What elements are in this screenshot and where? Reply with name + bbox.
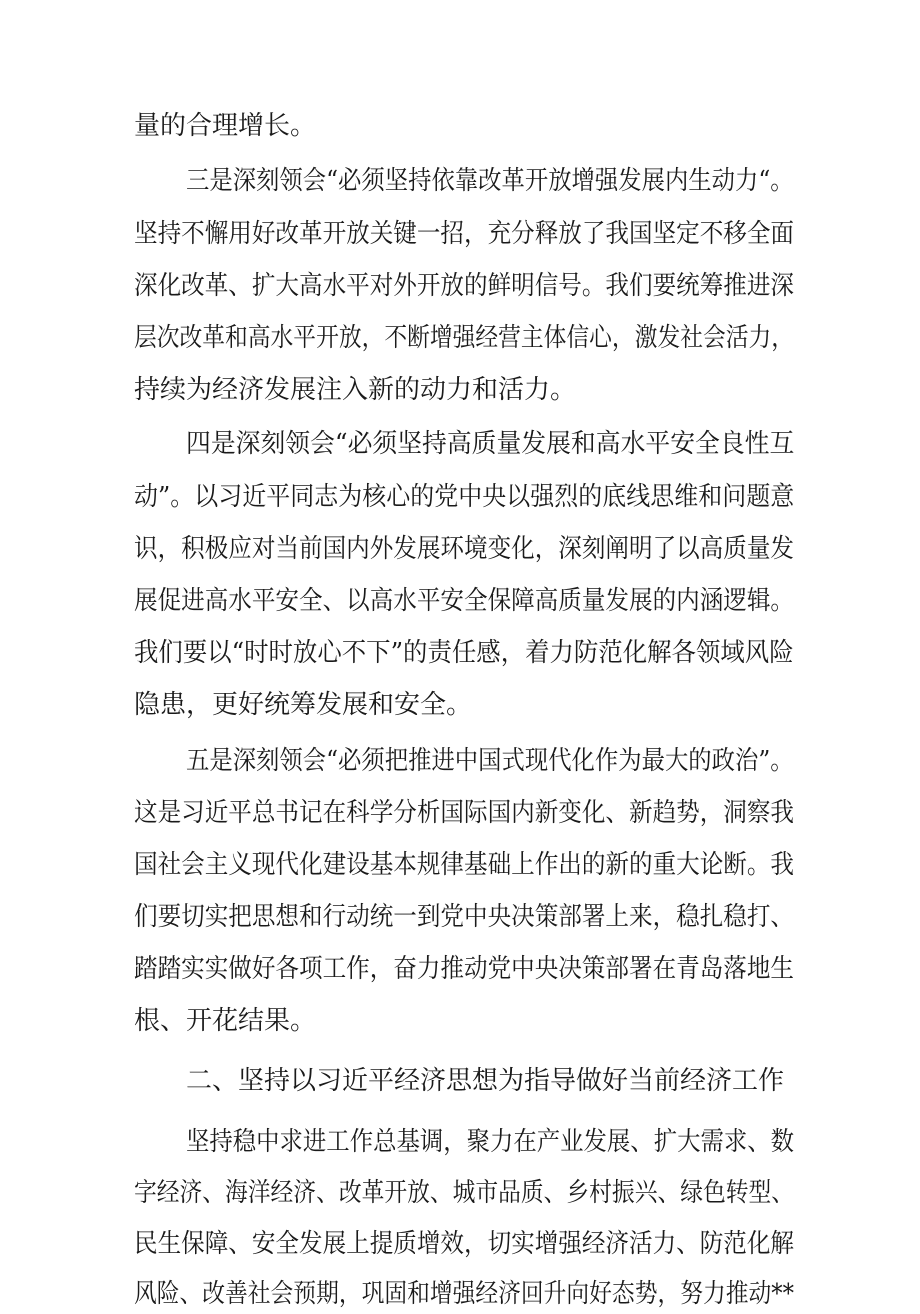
text-line: 坚持不懈用好改革开放关键一招，充分释放了我国坚定不移全面: [134, 219, 795, 249]
paragraph-start-line: 五是深刻领会“必须把推进中国式现代化作为最大的政治”。: [186, 746, 794, 776]
text-line: 隐患，更好统筹发展和安全。: [134, 690, 473, 720]
text-line: 识，积极应对当前国内外发展环境变化，深刻阐明了以高质量发: [134, 534, 795, 564]
paragraph-start-line: 三是深刻领会“必须坚持依靠改革开放增强发展内生动力“。: [186, 166, 794, 196]
section-heading: 二、坚持以习近平经济思想为指导做好当前经济工作: [186, 1066, 785, 1096]
text-line: 们要切实把思想和行动统一到党中央决策部署上来，稳扎稳打、: [134, 902, 795, 932]
text-line: 我们要以“时时放心不下”的责任感，着力防范化解各领域风险: [134, 638, 794, 668]
text-line: 字经济、海洋经济、改革开放、城市品质、乡村振兴、绿色转型、: [134, 1178, 795, 1208]
text-line: 持续为经济发展注入新的动力和活力。: [134, 375, 577, 405]
text-line: 根、开花结果。: [134, 1006, 317, 1036]
text-line: 展促进高水平安全、以高水平安全保障高质量发展的内涵逻辑。: [134, 586, 795, 616]
text-line: 动”。以习近平同志为核心的党中央以强烈的底线思维和问题意: [134, 482, 795, 512]
text-line: 量的合理增长。: [134, 111, 317, 141]
text-line: 踏踏实实做好各项工作，奋力推动党中央决策部署在青岛落地生: [134, 954, 795, 984]
paragraph-start-line: 坚持稳中求进工作总基调，聚力在产业发展、扩大需求、数: [186, 1127, 795, 1157]
paragraph-start-line: 四是深刻领会“必须坚持高质量发展和高水平安全良性互: [186, 429, 795, 459]
text-line: 民生保障、安全发展上提质增效，切实增强经济活力、防范化解: [134, 1229, 795, 1259]
text-line: 深化改革、扩大高水平对外开放的鲜明信号。我们要统筹推进深: [134, 271, 795, 301]
text-line: 风险、改善社会预期，巩固和增强经济回升向好态势，努力推动**: [134, 1279, 795, 1309]
text-line: 国社会主义现代化建设基本规律基础上作出的新的重大论断。我: [134, 850, 795, 880]
text-line: 层次改革和高水平开放，不断增强经营主体信心，激发社会活力，: [134, 323, 795, 353]
text-line: 这是习近平总书记在科学分析国际国内新变化、新趋势，洞察我: [134, 798, 795, 828]
